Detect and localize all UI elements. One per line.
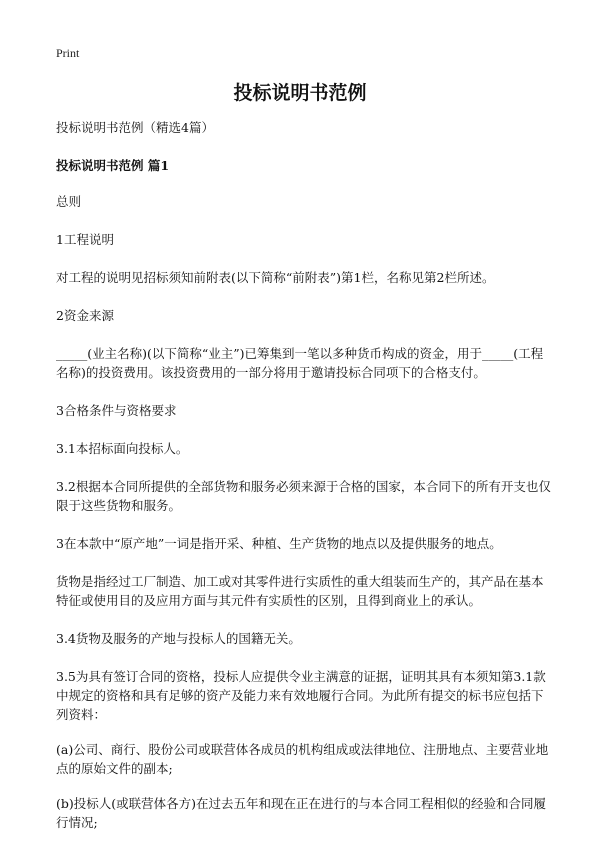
paragraph: 3.4货物及服务的产地与投标人的国籍无关。: [56, 631, 301, 646]
paragraph: 1工程说明: [56, 232, 114, 247]
paragraph: _____(业主名称)(以下简称“业主”)已筹集到一笔以多种货币构成的资金，用于_____(工程名称)的投资费用。该投资费用的一部分将用于邀请投标合同项下的合格支付。: [56, 346, 544, 380]
print-label[interactable]: Print: [56, 46, 80, 60]
paragraph: 3合格条件与资格要求: [56, 403, 177, 418]
paragraph: 3在本款中“原产地”一词是指开采、种植、生产货物的地点以及提供服务的地点。: [56, 536, 502, 551]
paragraph: 2资金来源: [56, 308, 114, 323]
subtitle: 投标说明书范例（精选4篇）: [56, 120, 214, 135]
section-heading: 投标说明书范例 篇1: [56, 158, 170, 173]
paragraph: 对工程的说明见招标须知前附表(以下简称“前附表”)第1栏，名称见第2栏所述。: [56, 270, 495, 285]
paragraph: 3.1本招标面向投标人。: [56, 441, 189, 456]
paragraph: 3.2根据本合同所提供的全部货物和服务必须来源于合格的国家，本合同下的所有开支也仅限于这些货物和服务。: [56, 479, 551, 513]
paragraph: 3.5为具有签订合同的资格，投标人应提供令业主满意的证据，证明其具有本须知第3.1款中规定的资格和具有足够的资产及能力来有效地履行合同。为此所有提交的标书应包括下列资料：: [56, 669, 546, 722]
paragraph: 总则: [56, 194, 82, 209]
paragraph: 货物是指经过工厂制造、加工或对其零件进行实质性的重大组装而生产的，其产品在基本特征或使用目的及应用方面与其元件有实质性的区别，且得到商业上的承认。: [56, 574, 544, 608]
page-title: 投标说明书范例: [233, 82, 367, 104]
document-body: [56, 118, 552, 848]
paragraph: (a)公司、商行、股份公司或联营体各成员的机构组成或法律地位、注册地点、主要营业地点的原始文件的副本;: [56, 742, 549, 776]
paragraph: (b)投标人(或联营体各方)在过去五年和现在正在进行的与本合同工程相似的经验和合同履行情况;: [56, 796, 547, 830]
